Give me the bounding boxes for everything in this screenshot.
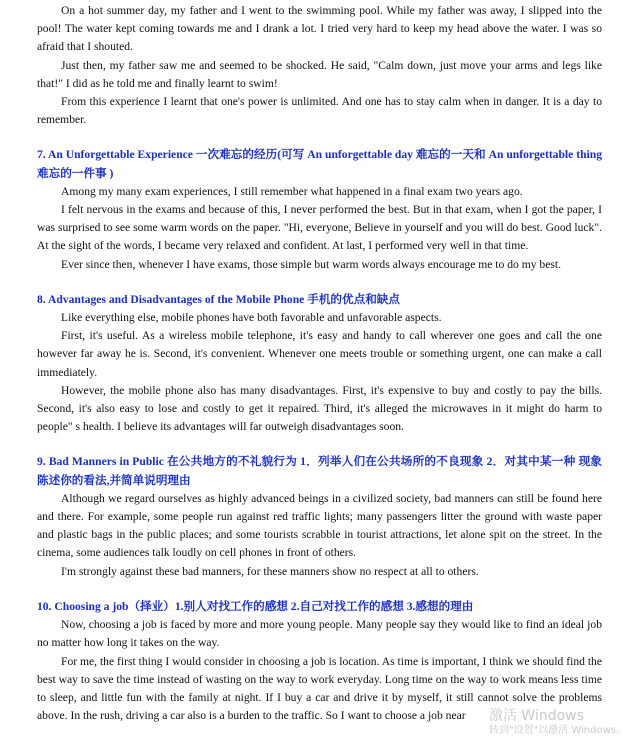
paragraph-job-2: For me, the first thing I would consider in choosing a job is location. As time is important, I think we should find the best way to save the time instead of wasting on the way to work everyday. Long time on the way to work means less time to sleep, and little fun with the family at night. If I buy a car and drive it by myself, it still cannot solve the problems above. In the rush, driving a car also is a burden to the traffic. So I want to choose a job near [37, 654, 602, 723]
watermark-title: 激活 Windows [488, 708, 584, 724]
paragraph-exam-2: I felt nervous in the exams and because of this, I never performed the best. But in that exam, when I got the paper, I was surprised to see some warm words on the paper. "Hi, everyone, Believe in yourself and you will do best. Good luck". At the sight of the words, I became very relaxed and confident. At last, I performed very well in that time. [37, 203, 602, 253]
paragraph-manners-1: Although we regard ourselves as highly advanced beings in a civilized society, bad manners can still be found here and there. For example, some people run against red traffic lights; many passengers litter the ground with waste paper and plastic bags in the public places; and some tourists scrabble in tourist attractions, let alone spit on the street. In the cinema, some audiences talk loudly on cell phones in front of others. [37, 491, 602, 560]
paragraph-manners-2: I'm strongly against these bad manners, for these manners show no respect at all to others. [61, 564, 479, 578]
paragraph-job-1: Now, choosing a job is faced by more and more young people. Many people say they would like to find an ideal job no matter how long it takes on the way. [37, 618, 602, 650]
section-gap [37, 581, 602, 598]
section-gap [37, 274, 602, 291]
heading-unforgettable-experience: 7. An Unforgettable Experience 一次难忘的经历(可写 An unforgettable day 难忘的一天和 An unforgettable thing 难忘的一件事 ) [37, 148, 602, 180]
watermark-subtitle: 转到"设置"以激活 Windows。 [488, 725, 626, 736]
section-gap [37, 436, 602, 453]
paragraph-mobile-1: Like everything else, mobile phones have both favorable and unfavorable aspects. [61, 311, 442, 325]
paragraph-exam-1: Among my many exam experiences, I still remember what happened in a final exam two years ago. [61, 184, 523, 198]
heading-bad-manners: 9. Bad Manners in Public 在公共地方的不礼貌行为 1．列举人们在公共场所的不良现象 2．对其中某一种 现象陈述你的看法,并简单说明理由 [37, 455, 602, 487]
paragraph-swimming-1: On a hot summer day, my father and I went to the swimming pool. While my father was away, I slipped into the pool! The water kept coming towards me and I drank a lot. I tried very hard to keep my head above the water. I was so afraid that I shouted. [37, 4, 602, 54]
essay-document [37, 0, 602, 725]
heading-choosing-job: 10. Choosing a job（择业）1.别人对找工作的感想 2.自己对找工作的感想 3.感想的理由 [37, 599, 474, 613]
paragraph-mobile-2: First, it's useful. As a wireless mobile telephone, it's easy and handy to call wherever one goes and call the one however far away he is. Second, it's convenient. Whenever one meets trouble or something urgent, one can make a call immediately. [37, 329, 602, 379]
paragraph-swimming-2: Just then, my father saw me and seemed to be shocked. He said, "Calm down, just move your arms and legs like that!" I did as he told me and finally learnt to swim! [37, 58, 602, 90]
heading-mobile-phone: 8. Advantages and Disadvantages of the Mobile Phone 手机的优点和缺点 [37, 292, 400, 306]
paragraph-swimming-3: From this experience I learnt that one's power is unlimited. And one has to stay calm when in danger. It is a day to remember. [37, 95, 602, 127]
paragraph-exam-3: Ever since then, whenever I have exams, those simple but warm words always encourage me to do my best. [61, 257, 561, 271]
section-gap [37, 129, 602, 146]
paragraph-mobile-3: However, the mobile phone also has many disadvantages. First, it's expensive to buy and costly to pay the bills. Second, it's also easy to lose and costly to get it repaired. Third, it's alleged the microwaves in it might do harm to people" s health. I believe its advantages will far outweigh disadvantages soon. [37, 383, 602, 434]
